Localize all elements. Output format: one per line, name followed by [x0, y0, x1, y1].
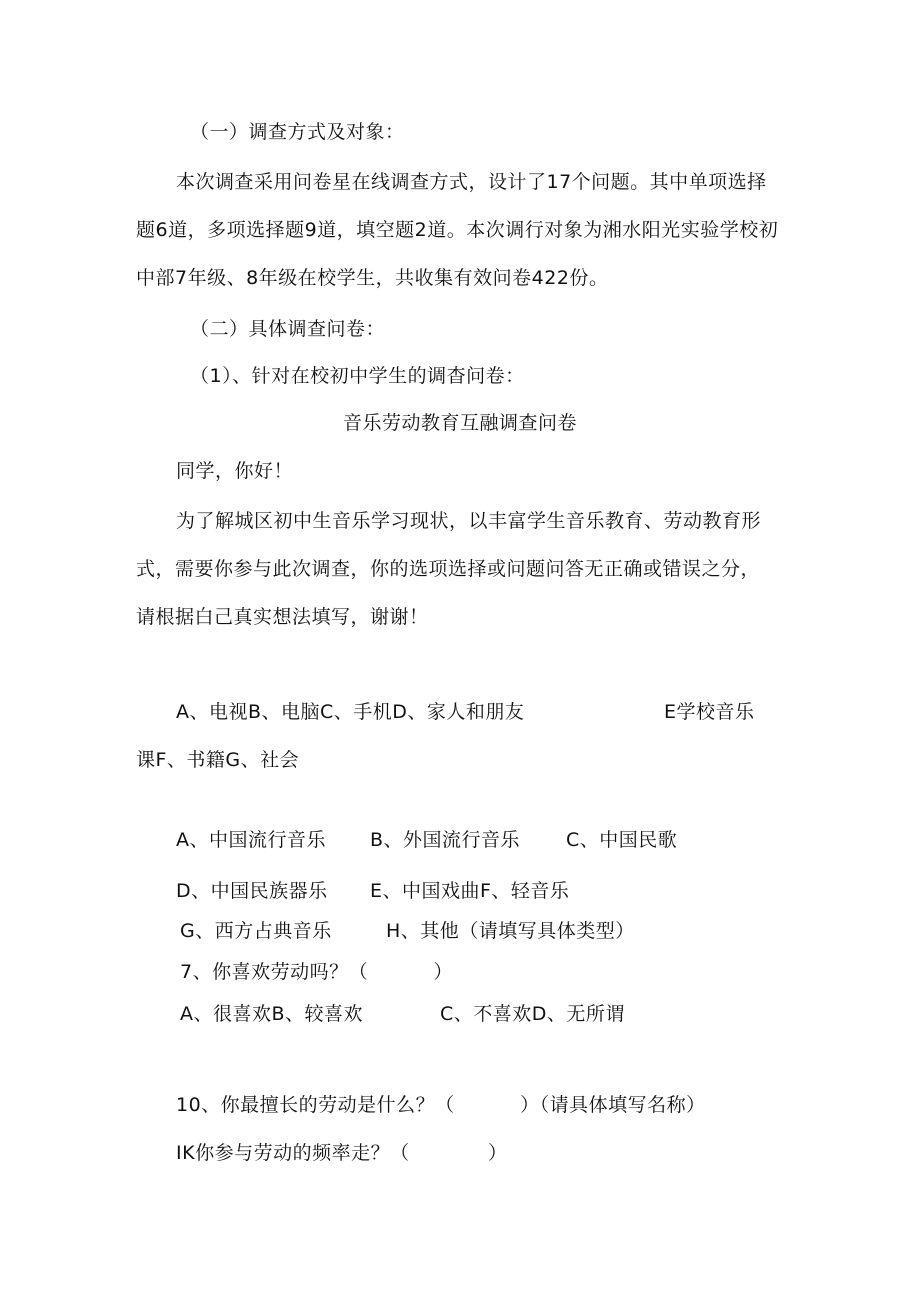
genre-option-c: C、中国民歌 — [566, 829, 678, 851]
survey-title: 音乐劳动教育互融调查问卷 — [342, 412, 577, 434]
method-paragraph-line-2: 题6道，多项选择题9道，填空题2道。本次调行对象为湘水阳光实验学校初 — [136, 219, 779, 241]
section-heading-questionnaire: （二）具体调查问卷： — [190, 318, 386, 340]
genre-option-ef: E、中国戏曲F、轻音乐 — [370, 880, 570, 902]
intro-line-3: 请根据白己真实想法填写，谢谢！ — [136, 606, 429, 628]
genre-option-b: B、外国流行音乐 — [370, 829, 521, 851]
question-10: 10、你最擅长的劳动是什么？（ ）（请具体填写名称） — [176, 1094, 706, 1116]
subheading-student-questionnaire: （1）、针对在校初中学生的调杳问卷： — [190, 365, 525, 387]
genre-option-d: D、中国民族器乐 — [176, 880, 328, 902]
sources-options-line-1b: E学校音乐 — [664, 701, 755, 723]
genre-option-g: G、西方占典音乐 — [180, 920, 332, 942]
q7-options-cd: C、不喜欢D、无所谓 — [440, 1003, 625, 1025]
intro-line-1: 为了解城区初中生音乐学习现状，以丰富学生音乐教育、劳动教育形 — [176, 510, 762, 532]
genre-option-a: A、中国流行音乐 — [176, 829, 326, 851]
sources-options-line-2: 课F、书籍G、社会 — [136, 749, 300, 771]
sources-options-line-1a: A、电视B、电脑C、手机D、家人和朋友 — [176, 701, 525, 723]
section-heading-method: （一）调查方式及对象： — [190, 121, 405, 143]
genre-option-h: H、其他（请填写具体类型） — [386, 920, 635, 942]
intro-line-2: 式，需要你参与此次调查，你的选项选择或问题问答无正确或错误之分， — [136, 558, 761, 580]
greeting: 同学，你好！ — [176, 460, 294, 482]
q7-options-ab: A、很喜欢B、较喜欢 — [180, 1003, 364, 1025]
question-7: 7、你喜欢劳动吗？（ ） — [180, 961, 453, 983]
method-paragraph-line-3: 中部7年级、8年级在校学生，共收集有效问卷422份。 — [136, 267, 609, 289]
method-paragraph-line-1: 本次调查采用问卷星在线调查方式，设计了17个问题。其中单项选择 — [176, 171, 767, 193]
question-11: IK你参与劳动的频率走？（ ） — [176, 1142, 508, 1164]
